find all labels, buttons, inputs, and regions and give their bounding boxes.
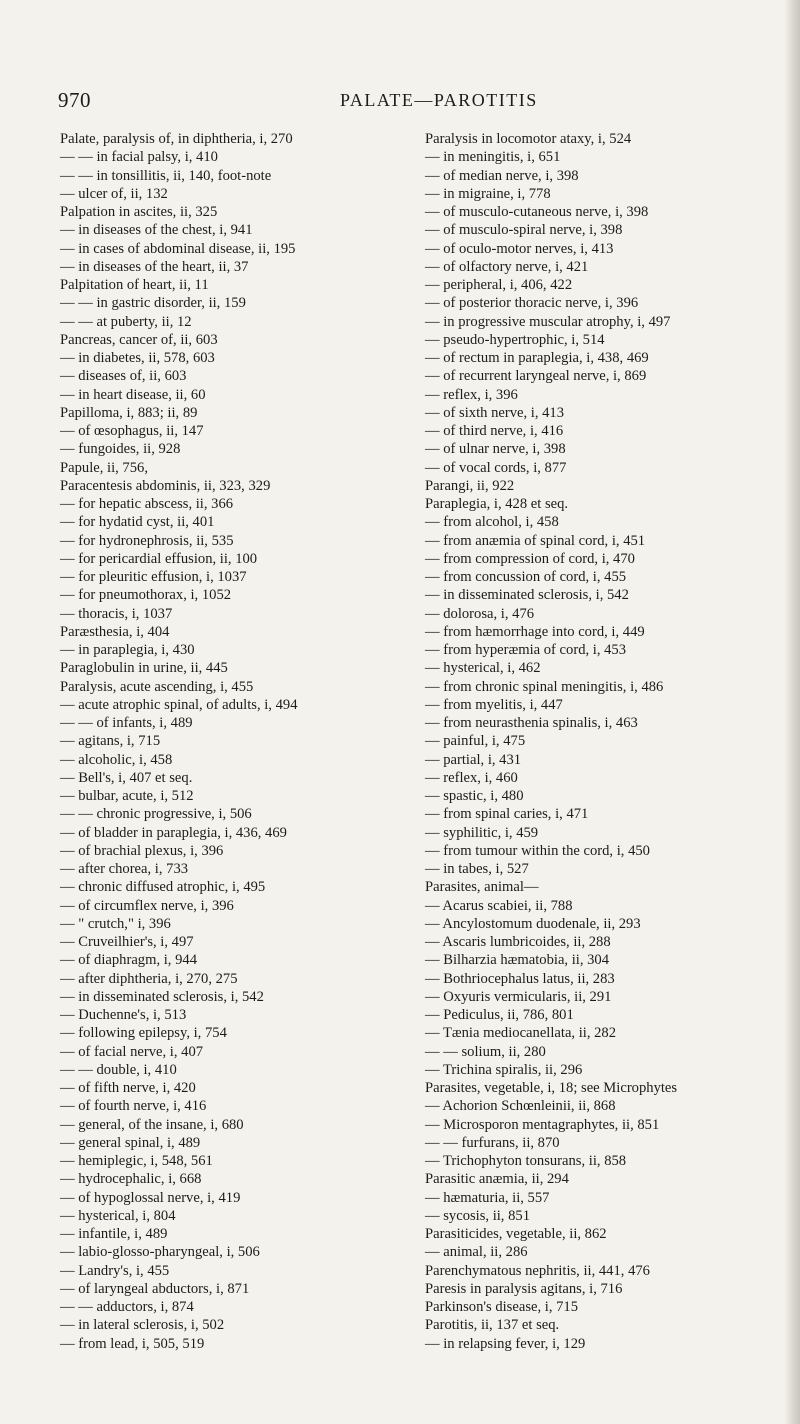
- index-entry: — spastic, i, 480: [425, 788, 524, 804]
- index-entry: Paresis in paralysis agitans, i, 716: [425, 1280, 623, 1297]
- index-entry: — acute atrophic spinal, of adults, i, 494: [60, 696, 298, 713]
- index-entry: — of vocal cords, i, 877: [425, 459, 567, 476]
- index-entry: Paraglobulin in urine, ii, 445: [60, 660, 228, 677]
- index-entry: — general spinal, i, 489: [60, 1134, 201, 1151]
- index-entry: — of brachial plexus, i, 396: [60, 842, 224, 859]
- index-entry: — from neurasthenia spinalis, i, 463: [425, 715, 638, 731]
- index-entry: — Trichina spiralis, ii, 296: [425, 1061, 583, 1078]
- index-entry: — labio-glosso-pharyngeal, i, 506: [60, 1244, 260, 1261]
- index-entry: — of diaphragm, i, 944: [60, 952, 197, 969]
- index-entry: Parasitic anæmia, ii, 294: [425, 1171, 569, 1188]
- index-entry: Paracentesis abdominis, ii, 323, 329: [60, 477, 271, 494]
- index-entry: — general, of the insane, i, 680: [60, 1116, 244, 1133]
- index-entry: — in migraine, i, 778: [425, 185, 551, 202]
- index-entry: — of fifth nerve, i, 420: [60, 1080, 196, 1096]
- index-entry: — — in tonsillitis, ii, 140, foot-note: [60, 167, 272, 184]
- index-entry: — Cruveilhier's, i, 497: [60, 934, 194, 950]
- index-entry: — Bilharzia hæmatobia, ii, 304: [425, 952, 610, 969]
- index-entry: Palate, paralysis of, in diphtheria, i, 270: [60, 131, 293, 147]
- index-entry: — from hyperæmia of cord, i, 453: [425, 642, 627, 658]
- index-entry: — fungoides, ii, 928: [60, 441, 181, 458]
- index-entry: — of oculo-motor nerves, i, 413: [425, 240, 614, 257]
- index-entry: — infantile, i, 489: [60, 1226, 168, 1242]
- index-entry: — in paraplegia, i, 430: [60, 642, 195, 658]
- index-entry: — for pleuritic effusion, i, 1037: [60, 569, 247, 585]
- index-entry: — Pediculus, ii, 786, 801: [425, 1007, 574, 1023]
- index-entry: Parenchymatous nephritis, ii, 441, 476: [425, 1262, 650, 1279]
- index-entry: — partial, i, 431: [425, 751, 522, 768]
- index-entry: — sycosis, ii, 851: [425, 1207, 530, 1224]
- index-entry: — for pericardial effusion, ii, 100: [60, 550, 258, 567]
- index-entry: Pancreas, cancer of, ii, 603: [60, 331, 218, 348]
- index-entry: — in diseases of the chest, i, 941: [60, 222, 253, 239]
- index-entry: — after diphtheria, i, 270, 275: [60, 970, 238, 987]
- index-entry: — of ulnar nerve, i, 398: [425, 441, 566, 458]
- index-entry: — Tænia mediocanellata, ii, 282: [425, 1025, 617, 1042]
- index-entry: — from concussion of cord, i, 455: [425, 569, 627, 585]
- index-entry: — from lead, i, 505, 519: [60, 1335, 205, 1352]
- index-entry: Papilloma, i, 883; ii, 89: [60, 404, 198, 421]
- index-entry: — Achorion Schœnleinii, ii, 868: [425, 1098, 616, 1115]
- index-entry: — Bothriocephalus latus, ii, 283: [425, 970, 615, 987]
- index-entry: Paraplegia, i, 428 et seq.: [425, 496, 569, 512]
- index-entry: — of musculo-cutaneous nerve, i, 398: [425, 204, 649, 220]
- index-entry: — Ancylostomum duodenale, ii, 293: [425, 915, 641, 932]
- index-entry: Parasites, animal—: [425, 879, 539, 896]
- index-entry: — following epilepsy, i, 754: [60, 1025, 227, 1042]
- index-column-right: [425, 130, 797, 1353]
- index-entry: — from alcohol, i, 458: [425, 514, 559, 531]
- index-entry: — in cases of abdominal disease, ii, 195: [60, 240, 296, 257]
- index-entry: — Trichophyton tonsurans, ii, 858: [425, 1153, 627, 1169]
- index-entry: — of facial nerve, i, 407: [60, 1043, 204, 1060]
- index-entry: — thoracis, i, 1037: [60, 605, 173, 622]
- index-entry: — reflex, i, 396: [425, 386, 518, 403]
- index-entry: — Acarus scabiei, ii, 788: [425, 897, 573, 914]
- index-entry: — — of infants, i, 489: [60, 715, 193, 731]
- index-entry: — of recurrent laryngeal nerve, i, 869: [425, 368, 647, 385]
- index-entry: — ulcer of, ii, 132: [60, 185, 168, 202]
- index-entry: — in lateral sclerosis, i, 502: [60, 1317, 225, 1334]
- index-entry: — reflex, i, 460: [425, 769, 518, 786]
- index-entry: — Landry's, i, 455: [60, 1262, 170, 1279]
- index-entry: Parotitis, ii, 137 et seq.: [425, 1317, 560, 1334]
- index-entry: — dolorosa, i, 476: [425, 605, 535, 622]
- index-entry: — after chorea, i, 733: [60, 861, 189, 877]
- index-entry: — in diseases of the heart, ii, 37: [60, 258, 249, 275]
- index-entry: Parasiticides, vegetable, ii, 862: [425, 1226, 607, 1242]
- index-entry: — of bladder in paraplegia, i, 436, 469: [60, 824, 287, 841]
- index-entry: — alcoholic, i, 458: [60, 751, 173, 768]
- page-header: [58, 88, 738, 114]
- index-entry: — for pneumothorax, i, 1052: [60, 587, 232, 604]
- index-entry: — — chronic progressive, i, 506: [60, 806, 252, 823]
- index-entry: — of fourth nerve, i, 416: [60, 1098, 207, 1115]
- index-entry: — in meningitis, i, 651: [425, 149, 561, 166]
- index-entry: — from compression of cord, i, 470: [425, 550, 635, 567]
- page-number: 970: [58, 88, 91, 112]
- index-entry: — hemiplegic, i, 548, 561: [60, 1153, 213, 1169]
- index-entry: — from hæmorrhage into cord, i, 449: [425, 623, 645, 640]
- index-entry: — Bell's, i, 407 et seq.: [60, 769, 193, 786]
- index-entry: — chronic diffused atrophic, i, 495: [60, 879, 266, 896]
- index-entry: — " crutch," i, 396: [60, 915, 171, 932]
- index-entry: — of sixth nerve, i, 413: [425, 404, 565, 421]
- index-column-left: [60, 130, 432, 1353]
- index-entry: Paræsthesia, i, 404: [60, 623, 170, 640]
- index-entry: — from myelitis, i, 447: [425, 696, 563, 713]
- index-entry: — — double, i, 410: [60, 1061, 177, 1078]
- index-entry: Papule, ii, 756,: [60, 459, 148, 476]
- index-entry: — Duchenne's, i, 513: [60, 1007, 187, 1023]
- index-entry: — Oxyuris vermicularis, ii, 291: [425, 988, 612, 1005]
- index-entry: — — furfurans, ii, 870: [425, 1134, 560, 1151]
- index-entry: — agitans, i, 715: [60, 733, 161, 750]
- index-entry: — in progressive muscular atrophy, i, 497: [425, 313, 671, 330]
- index-entry: — hydrocephalic, i, 668: [60, 1171, 202, 1188]
- index-entry: Paralysis in locomotor ataxy, i, 524: [425, 131, 632, 147]
- index-entry: Palpitation of heart, ii, 11: [60, 277, 209, 293]
- index-entry: — pseudo-hypertrophic, i, 514: [425, 331, 605, 348]
- index-entry: — syphilitic, i, 459: [425, 824, 539, 841]
- index-entry: — hysterical, i, 804: [60, 1207, 176, 1224]
- index-entry: Paralysis, acute ascending, i, 455: [60, 678, 254, 695]
- index-entry: — — in facial palsy, i, 410: [60, 149, 218, 166]
- index-entry: Parkinson's disease, i, 715: [425, 1299, 579, 1315]
- index-entry: — bulbar, acute, i, 512: [60, 788, 194, 804]
- index-entry: Palpation in ascites, ii, 325: [60, 204, 218, 220]
- index-entry: — — solium, ii, 280: [425, 1043, 546, 1060]
- index-entry: — from tumour within the cord, i, 450: [425, 842, 650, 859]
- index-entry: — in heart disease, ii, 60: [60, 386, 206, 403]
- index-entry: — in tabes, i, 527: [425, 861, 529, 877]
- index-entry: — of rectum in paraplegia, i, 438, 469: [425, 350, 649, 366]
- index-entry: — of median nerve, i, 398: [425, 167, 579, 184]
- index-entry: — in relapsing fever, i, 129: [425, 1335, 586, 1352]
- index-entry: Parasites, vegetable, i, 18; see Microphytes: [425, 1080, 678, 1096]
- index-entry: — for hydatid cyst, ii, 401: [60, 514, 215, 531]
- index-entry: — from anæmia of spinal cord, i, 451: [425, 532, 646, 549]
- index-entry: — of hypoglossal nerve, i, 419: [60, 1189, 241, 1206]
- index-entry: — hæmaturia, ii, 557: [425, 1189, 550, 1206]
- index-entry: — painful, i, 475: [425, 733, 526, 750]
- index-entry: — of circumflex nerve, i, 396: [60, 897, 234, 914]
- index-entry: — for hydronephrosis, ii, 535: [60, 532, 234, 549]
- index-entry: — of musculo-spiral nerve, i, 398: [425, 222, 623, 239]
- index-entry: — of olfactory nerve, i, 421: [425, 258, 589, 275]
- index-entry: — diseases of, ii, 603: [60, 368, 187, 385]
- index-entry: — from chronic spinal meningitis, i, 486: [425, 678, 664, 695]
- index-entry: — — adductors, i, 874: [60, 1299, 194, 1315]
- index-entry: — in diabetes, ii, 578, 603: [60, 350, 215, 366]
- index-entry: — Microsporon mentagraphytes, ii, 851: [425, 1116, 660, 1133]
- index-entry: — Ascaris lumbricoides, ii, 288: [425, 934, 611, 950]
- index-entry: — of laryngeal abductors, i, 871: [60, 1280, 250, 1297]
- index-entry: — for hepatic abscess, ii, 366: [60, 496, 234, 512]
- index-entry: — in disseminated sclerosis, i, 542: [425, 587, 629, 604]
- index-entry: — of third nerve, i, 416: [425, 423, 564, 439]
- index-entry: — peripheral, i, 406, 422: [425, 277, 573, 293]
- index-entry: — from spinal caries, i, 471: [425, 806, 589, 823]
- index-entry: — animal, ii, 286: [425, 1244, 528, 1261]
- running-head: PALATE—PAROTITIS: [340, 90, 538, 110]
- index-entry: — hysterical, i, 462: [425, 660, 541, 677]
- index-entry: — in disseminated sclerosis, i, 542: [60, 988, 264, 1005]
- index-entry: — — at puberty, ii, 12: [60, 313, 192, 330]
- index-entry: — of posterior thoracic nerve, i, 396: [425, 295, 639, 312]
- index-entry: — — in gastric disorder, ii, 159: [60, 295, 246, 312]
- index-entry: Parangi, ii, 922: [425, 477, 515, 494]
- index-entry: — of œsophagus, ii, 147: [60, 423, 204, 439]
